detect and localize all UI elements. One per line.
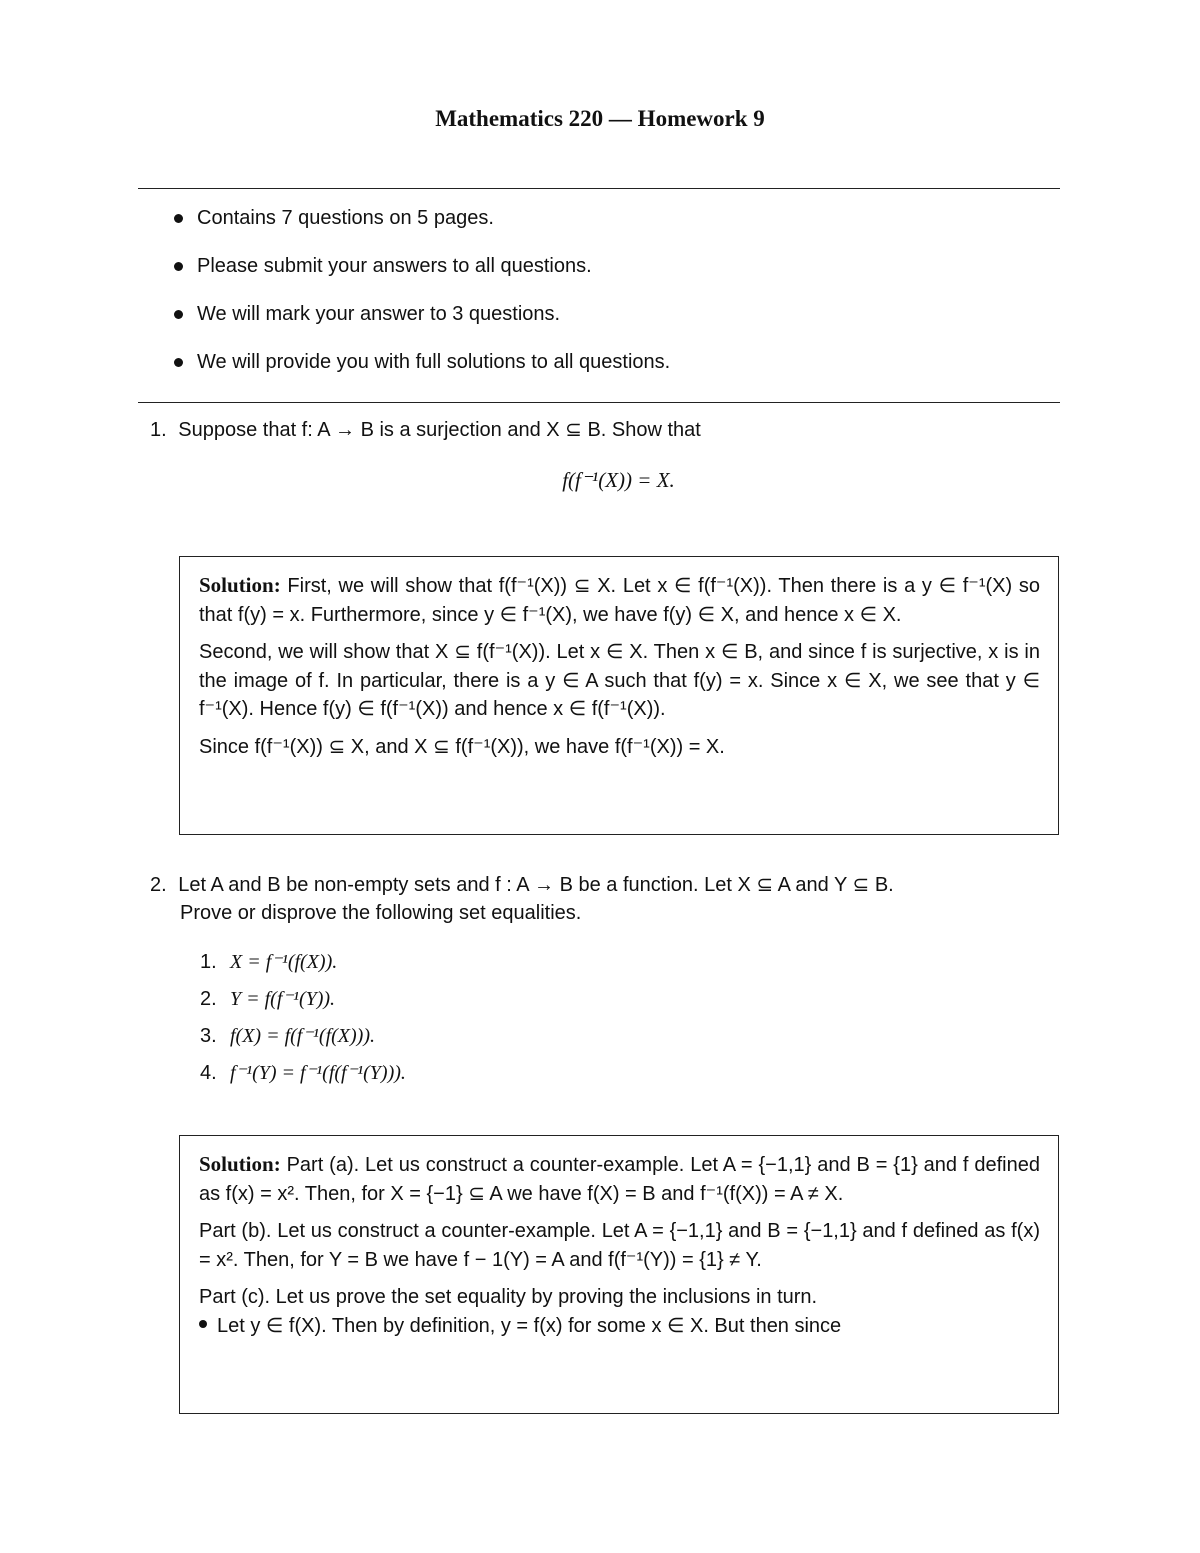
list-item: 2. Y = f(f⁻¹(Y)). bbox=[200, 988, 336, 1010]
solution-label: Solution: bbox=[199, 573, 281, 597]
question-2-line2: Prove or disprove the following set equalities. bbox=[180, 902, 582, 924]
bullet-icon bbox=[174, 358, 183, 367]
bullet-icon bbox=[199, 1320, 207, 1328]
list-item: We will mark your answer to 3 questions. bbox=[170, 302, 670, 350]
list-item: We will provide you with full solutions to all questions. bbox=[170, 350, 670, 398]
top-divider bbox=[138, 188, 1060, 189]
solution-paragraph: Second, we will show that X ⊆ f(f⁻¹(X)). Let x ∈ X. Then x ∈ B, and since f is surjective, x is in the image of f. In particular, there is a y ∈ A such that f(y) = x. Since x ∈ X, we see that y ∈ f⁻¹(X). Hence f(y) ∈ f(f⁻¹(X)) and hence x ∈ f(f⁻¹(X)). bbox=[199, 641, 1040, 720]
list-item: Please submit your answers to all questions. bbox=[170, 254, 670, 302]
question-statement: Let A and B be non-empty sets and f : A → B be a function. Let X ⊆ A and Y ⊆ B. bbox=[178, 874, 894, 896]
question-2 bbox=[150, 871, 894, 899]
bullet-icon bbox=[174, 214, 183, 223]
bullet-icon bbox=[174, 262, 183, 271]
bottom-divider bbox=[138, 402, 1060, 403]
solution-paragraph: Part (b). Let us construct a counter-example. Let A = {−1,1} and B = {−1,1} and f defined as f(x) = x². Then, for Y = B we have f − 1(Y) = A and f(f⁻¹(Y)) = {1} ≠ Y. bbox=[199, 1220, 1040, 1271]
solution-bullet-text: Let y ∈ f(X). Then by definition, y = f(x) for some x ∈ X. But then since bbox=[217, 1314, 842, 1337]
solution-paragraph: Since f(f⁻¹(X)) ⊆ X, and X ⊆ f(f⁻¹(X)), we have f(f⁻¹(X)) = X. bbox=[199, 735, 725, 758]
solution-box-2 bbox=[179, 1135, 1059, 1414]
question-1 bbox=[150, 416, 701, 444]
list-item: 4. f⁻¹(Y) = f⁻¹(f(f⁻¹(Y))). bbox=[200, 1062, 406, 1084]
solution-paragraph: Part (a). Let us construct a counter-example. Let A = {−1,1} and B = {1} and f defined as f(x) = x². Then, for X = {−1} ⊆ A we have f(X) = B and f⁻¹(f(X)) = A ≠ X. bbox=[199, 1154, 1040, 1205]
question-number: 1. bbox=[150, 419, 167, 441]
solution-paragraph: Part (c). Let us prove the set equality by proving the inclusions in turn. bbox=[199, 1286, 818, 1308]
solution-label: Solution: bbox=[199, 1152, 281, 1176]
list-item: 1. X = f⁻¹(f(X)). bbox=[200, 951, 338, 973]
bullet-icon bbox=[174, 310, 183, 319]
page-title: Mathematics 220 — Homework 9 bbox=[435, 106, 765, 131]
list-item: 3. f(X) = f(f⁻¹(f(X))). bbox=[200, 1025, 375, 1047]
question-number: 2. bbox=[150, 874, 167, 896]
solution-box-1 bbox=[179, 556, 1059, 835]
list-item: Contains 7 questions on 5 pages. bbox=[170, 206, 670, 254]
question-1-equation: f(f⁻¹(X)) = X. bbox=[562, 468, 675, 492]
solution-paragraph: First, we will show that f(f⁻¹(X)) ⊆ X. Let x ∈ f(f⁻¹(X)). Then there is a y ∈ f⁻¹(X) so that f(y) = x. Furthermore, since y ∈ f⁻¹(X), we have f(y) ∈ X, and hence x ∈ X. bbox=[199, 575, 1040, 626]
question-2-parts bbox=[200, 948, 406, 1096]
question-statement: Suppose that f: A → B is a surjection and X ⊆ B. Show that bbox=[178, 419, 701, 441]
intro-bullet-list bbox=[170, 206, 670, 398]
